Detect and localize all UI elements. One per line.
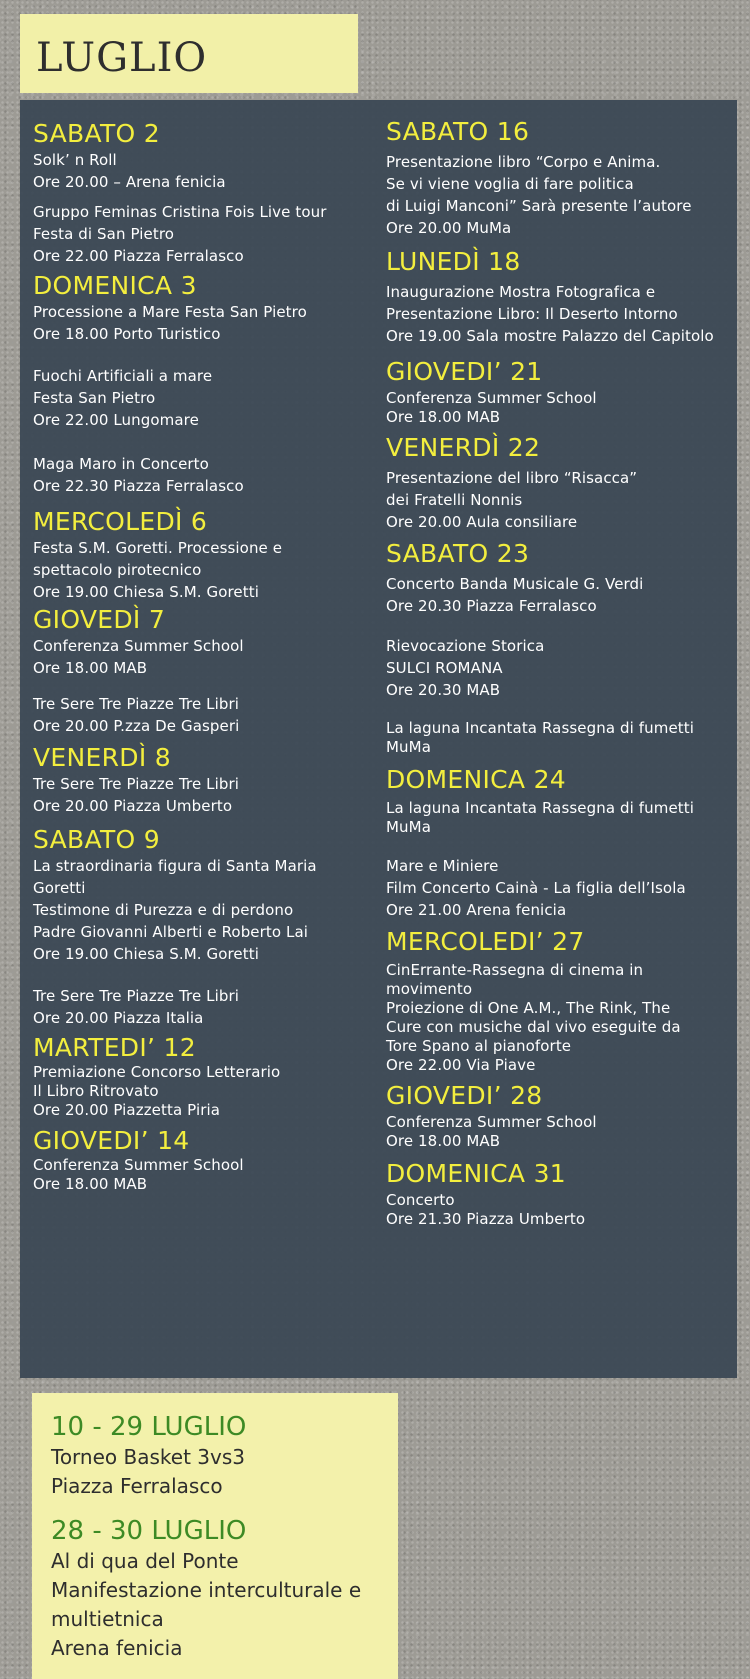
event-item bbox=[386, 151, 746, 239]
event-line: Ore 18.00 MAB bbox=[386, 1132, 501, 1150]
event-line: Premiazione Concorso Letterario bbox=[33, 1063, 281, 1081]
event-line: Inaugurazione Mostra Fotografica e bbox=[386, 283, 656, 301]
event-line: Se vi viene voglia di fare politica bbox=[386, 175, 634, 193]
day-heading: LUNEDÌ 18 bbox=[386, 247, 521, 276]
event-line: dei Fratelli Nonnis bbox=[386, 491, 523, 509]
event-line: Festa di San Pietro bbox=[33, 225, 175, 243]
event-line: Conferenza Summer School bbox=[386, 389, 597, 407]
day-heading: MERCOLEDÌ 6 bbox=[33, 507, 208, 536]
event-line: Solk’ n Roll bbox=[33, 151, 117, 169]
event-item bbox=[386, 1191, 746, 1229]
event-line: Ore 19.00 Chiesa S.M. Goretti bbox=[33, 583, 259, 601]
event-line: SULCI ROMANA bbox=[386, 659, 503, 677]
event-line: Presentazione libro “Corpo e Anima. bbox=[386, 153, 661, 171]
extended-events-box bbox=[32, 1393, 398, 1679]
extended-event-line: Manifestazione interculturale e bbox=[51, 1578, 362, 1602]
event-line: La straordinaria figura di Santa Maria bbox=[33, 857, 317, 875]
day-heading: SABATO 23 bbox=[386, 539, 530, 568]
event-line: Ore 20.00 P.zza De Gasperi bbox=[33, 717, 240, 735]
event-line: Rievocazione Storica bbox=[386, 637, 545, 655]
event-line: Ore 19.00 Sala mostre Palazzo del Capitolo bbox=[386, 327, 714, 345]
extended-event-line: Arena fenicia bbox=[51, 1636, 183, 1660]
event-line: Ore 20.00 Piazza Italia bbox=[33, 1009, 204, 1027]
event-item bbox=[386, 573, 746, 617]
day-heading: VENERDÌ 22 bbox=[386, 433, 541, 462]
event-line: Festa San Pietro bbox=[33, 389, 156, 407]
event-item bbox=[386, 635, 746, 701]
event-line: Ore 20.30 MAB bbox=[386, 681, 501, 699]
day-heading: DOMENICA 31 bbox=[386, 1159, 566, 1188]
event-item bbox=[33, 201, 383, 267]
event-line: Ore 21.00 Arena fenicia bbox=[386, 901, 567, 919]
event-line: Conferenza Summer School bbox=[386, 1113, 597, 1131]
event-line: Tre Sere Tre Piazze Tre Libri bbox=[33, 987, 240, 1005]
event-line: Concerto Banda Musicale G. Verdi bbox=[386, 575, 644, 593]
day-heading: MERCOLEDI’ 27 bbox=[386, 927, 585, 956]
day-heading: SABATO 9 bbox=[33, 825, 160, 854]
extended-event-line: Torneo Basket 3vs3 bbox=[51, 1445, 245, 1469]
event-line: Ore 18.00 MAB bbox=[33, 1175, 148, 1193]
event-line: Goretti bbox=[33, 879, 86, 897]
day-heading: SABATO 2 bbox=[33, 119, 160, 148]
date-range-heading: 28 - 30 LUGLIO bbox=[51, 1516, 247, 1546]
event-item bbox=[33, 1156, 383, 1194]
event-item bbox=[386, 389, 746, 427]
event-line: Ore 20.00 MuMa bbox=[386, 219, 512, 237]
day-heading: GIOVEDI’ 28 bbox=[386, 1081, 543, 1110]
event-line: Ore 18.00 MAB bbox=[33, 659, 148, 677]
event-item bbox=[33, 149, 383, 193]
event-line: Padre Giovanni Alberti e Roberto Lai bbox=[33, 923, 309, 941]
day-heading: DOMENICA 3 bbox=[33, 271, 197, 300]
event-line: Il Libro Ritrovato bbox=[33, 1082, 159, 1100]
event-line: Film Concerto Cainà - La figlia dell’Isola bbox=[386, 879, 686, 897]
day-heading: SABATO 16 bbox=[386, 117, 530, 146]
event-item bbox=[33, 301, 383, 345]
date-range-heading: 10 - 29 LUGLIO bbox=[51, 1412, 247, 1442]
event-item bbox=[33, 693, 383, 737]
event-line: Maga Maro in Concerto bbox=[33, 455, 209, 473]
extended-event-line: Al di qua del Ponte bbox=[51, 1549, 239, 1573]
day-heading: GIOVEDÌ 7 bbox=[33, 605, 166, 634]
event-line: Ore 20.00 Aula consiliare bbox=[386, 513, 578, 531]
events-column-right bbox=[386, 117, 746, 1229]
event-item bbox=[33, 635, 383, 679]
event-line: Ore 21.30 Piazza Umberto bbox=[386, 1210, 586, 1228]
extended-event-line: multietnica bbox=[51, 1607, 164, 1631]
event-item bbox=[33, 773, 383, 817]
event-item bbox=[386, 961, 746, 1075]
events-column-left bbox=[33, 119, 383, 1194]
event-item bbox=[33, 537, 383, 603]
month-title: LUGLIO bbox=[20, 14, 358, 93]
event-line: Ore 20.00 Piazza Umberto bbox=[33, 797, 233, 815]
event-line: Ore 20.00 Piazzetta Piria bbox=[33, 1101, 221, 1119]
event-line: MuMa bbox=[386, 738, 431, 756]
event-item bbox=[33, 855, 383, 965]
event-line: Concerto bbox=[386, 1191, 455, 1209]
event-item bbox=[386, 281, 746, 347]
event-item bbox=[33, 985, 383, 1029]
event-line: movimento bbox=[386, 980, 473, 998]
event-line: Ore 20.00 – Arena fenicia bbox=[33, 173, 226, 191]
event-line: CinErrante-Rassegna di cinema in bbox=[386, 961, 644, 979]
event-line: Ore 22.30 Piazza Ferralasco bbox=[33, 477, 244, 495]
extended-event-line: Piazza Ferralasco bbox=[51, 1474, 223, 1498]
event-line: spettacolo pirotecnico bbox=[33, 561, 202, 579]
event-line: Testimone di Purezza e di perdono bbox=[33, 901, 294, 919]
day-heading: DOMENICA 24 bbox=[386, 765, 566, 794]
event-item bbox=[386, 799, 746, 837]
event-line: Tre Sere Tre Piazze Tre Libri bbox=[33, 775, 240, 793]
event-line: Ore 18.00 MAB bbox=[386, 408, 501, 426]
event-line: Gruppo Feminas Cristina Fois Live tour bbox=[33, 203, 327, 221]
event-item bbox=[386, 467, 746, 533]
event-line: di Luigi Manconi” Sarà presente l’autore bbox=[386, 197, 692, 215]
event-item bbox=[33, 365, 383, 431]
event-line: Ore 22.00 Via Piave bbox=[386, 1056, 536, 1074]
event-line: Ore 22.00 Piazza Ferralasco bbox=[33, 247, 244, 265]
event-line: Conferenza Summer School bbox=[33, 637, 244, 655]
event-line: Tre Sere Tre Piazze Tre Libri bbox=[33, 695, 240, 713]
event-line: Fuochi Artificiali a mare bbox=[33, 367, 213, 385]
event-line: Conferenza Summer School bbox=[33, 1156, 244, 1174]
event-item bbox=[33, 453, 383, 497]
event-line: Ore 22.00 Lungomare bbox=[33, 411, 199, 429]
day-heading: GIOVEDI’ 21 bbox=[386, 357, 543, 386]
event-line: Processione a Mare Festa San Pietro bbox=[33, 303, 307, 321]
event-line: Mare e Miniere bbox=[386, 857, 499, 875]
event-line: Cure con musiche dal vivo eseguite da bbox=[386, 1018, 681, 1036]
event-line: Ore 18.00 Porto Turistico bbox=[33, 325, 221, 343]
event-line: Tore Spano al pianoforte bbox=[386, 1037, 572, 1055]
event-line: MuMa bbox=[386, 818, 431, 836]
event-line: Ore 20.30 Piazza Ferralasco bbox=[386, 597, 597, 615]
event-item bbox=[386, 1113, 746, 1151]
event-line: Festa S.M. Goretti. Processione e bbox=[33, 539, 283, 557]
event-line: La laguna Incantata Rassegna di fumetti bbox=[386, 799, 695, 817]
event-line: La laguna Incantata Rassegna di fumetti bbox=[386, 719, 695, 737]
event-line: Proiezione di One A.M., The Rink, The bbox=[386, 999, 671, 1017]
event-item bbox=[386, 855, 746, 921]
event-item bbox=[33, 1063, 383, 1120]
event-line: Presentazione Libro: Il Deserto Intorno bbox=[386, 305, 678, 323]
day-heading: GIOVEDI’ 14 bbox=[33, 1126, 190, 1155]
day-heading: VENERDÌ 8 bbox=[33, 743, 171, 772]
day-heading: MARTEDI’ 12 bbox=[33, 1033, 196, 1062]
event-line: Ore 19.00 Chiesa S.M. Goretti bbox=[33, 945, 259, 963]
event-line: Presentazione del libro “Risacca” bbox=[386, 469, 638, 487]
event-item bbox=[386, 719, 746, 757]
